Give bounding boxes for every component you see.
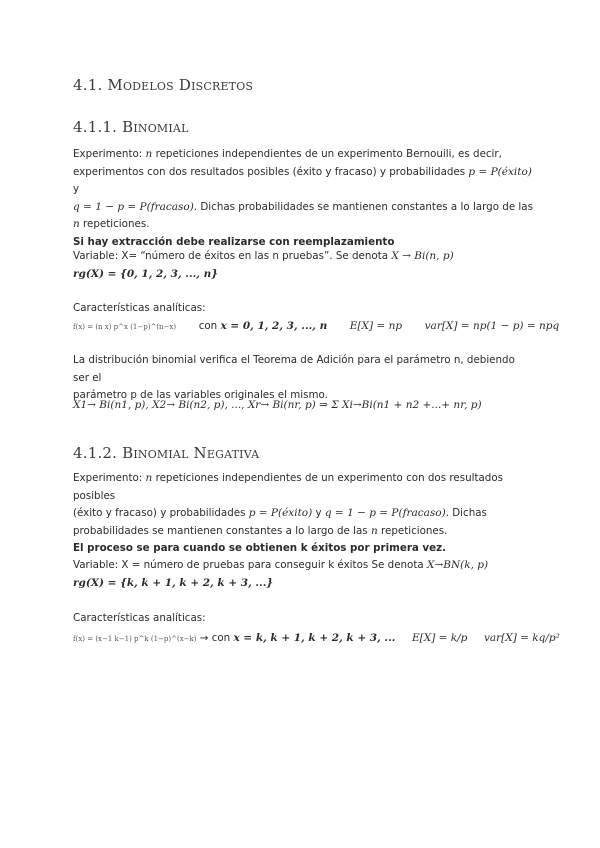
binomial-variable <box>73 248 533 283</box>
math: q = 1 − p = P(fracaso) <box>73 200 194 213</box>
text: La distribución binomial verifica el Teorema de Adición para el parámetro n, debiendo ser el <box>73 354 515 384</box>
negative-experiment <box>73 470 533 558</box>
math: p = P(éxito) <box>468 165 532 178</box>
text: → con <box>196 632 234 644</box>
text: Variable: X = número de pruebas para conseguir k éxitos Se denota <box>73 559 427 571</box>
math: n <box>145 148 153 160</box>
text: Experimento: <box>73 472 146 484</box>
math: n <box>370 524 378 537</box>
binomial-experiment <box>73 146 533 251</box>
bold-note: Si hay extracción debe realizarse con reemplazamiento <box>73 235 395 248</box>
text: probabilidades se mantienen constantes a lo largo de las <box>73 524 371 537</box>
text: Variable: X= “número de éxitos en las n pruebas”. Se denota <box>73 250 392 262</box>
math: n <box>145 472 153 484</box>
support: x = k, k + 1, k + 2, k + 3, ... <box>233 632 396 644</box>
negative-binomial-title: 4.1.2. Binomial Negativa <box>73 444 260 462</box>
text: (éxito y fracaso) y probabilidades <box>73 507 249 519</box>
negative-caract-label: Características analíticas: <box>73 612 206 624</box>
text: . Dichas <box>445 507 487 519</box>
pmf-formula: f(x) = (n x) p^x (1−p)^(n−x) <box>73 323 177 331</box>
binomial-formulas <box>73 318 560 337</box>
section-title: 4.1. Modelos Discretos <box>73 76 254 94</box>
bold-note: El proceso se para cuando se obtienen k éxitos por primera vez. <box>73 542 447 554</box>
text: . Dichas probabilidades se mantienen constantes a lo largo de las <box>193 200 533 213</box>
binomial-title: 4.1.1. Binomial <box>73 118 189 136</box>
math: q = 1 − p = P(fracaso) <box>324 507 446 519</box>
text: repeticiones. <box>79 218 150 230</box>
text: parámetro p de las variables originales el mismo. <box>73 389 328 401</box>
text: repeticiones independientes de un experimento con dos resultados posibles <box>73 472 503 502</box>
variance: var[X] = kq/p² <box>483 632 560 644</box>
negative-variable <box>73 557 533 592</box>
text: repeticiones. <box>377 524 448 537</box>
support: x = 0, 1, 2, 3, ..., n <box>220 320 328 332</box>
mean: E[X] = np <box>349 320 403 332</box>
negative-formulas <box>73 630 563 649</box>
math: X1→ Bi(n1, p), X2→ Bi(n2, p), ..., Xr→ Bi(nr, p) ⇒ Σ Xi→Bi(n1 + n2 +...+ nr, p) <box>73 399 482 411</box>
text: con <box>198 320 221 332</box>
math: X→BN(k, p) <box>426 559 489 571</box>
text: experimentos con dos resultados posibles (éxito y fracaso) y probabilidades <box>73 165 469 178</box>
range: rg(X) = {k, k + 1, k + 2, k + 3, ...} <box>73 576 274 589</box>
pmf-formula: f(x) = (x−1 k−1) p^k (1−p)^(x−k) <box>73 635 197 643</box>
text: repeticiones independientes de un experimento Bernouili, es decir, <box>152 148 502 160</box>
math: n <box>73 218 80 230</box>
math: p = P(éxito) <box>248 507 313 519</box>
binomial-caract-label: Características analíticas: <box>73 302 206 314</box>
text: Experimento: <box>73 148 146 160</box>
text: y <box>73 183 80 195</box>
variance: var[X] = np(1 − p) = npq <box>424 320 560 332</box>
text: y <box>312 507 325 519</box>
binomial-addition-formula <box>73 397 553 415</box>
range: rg(X) = {0, 1, 2, 3, ..., n} <box>73 267 218 280</box>
math: X → Bi(n, p) <box>391 250 454 262</box>
mean: E[X] = k/p <box>411 632 468 644</box>
